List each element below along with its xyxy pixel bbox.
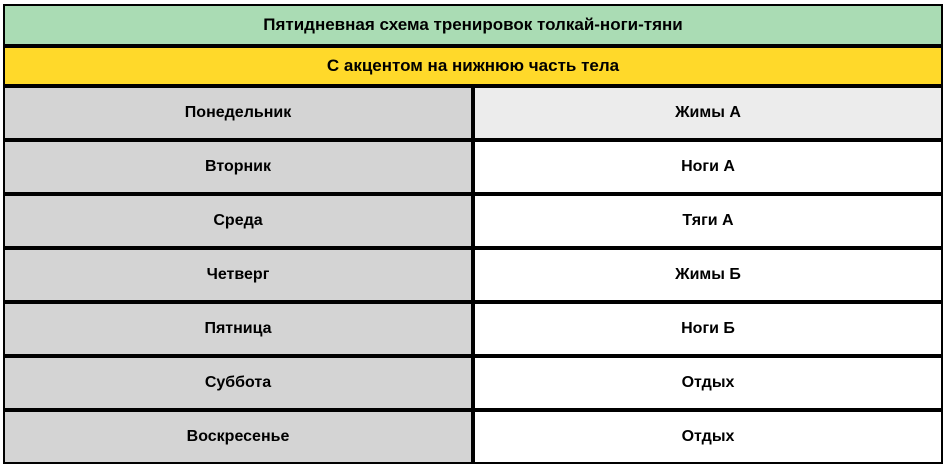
table-body — [3, 4, 943, 464]
day-label: Среда — [3, 194, 473, 248]
table-row — [3, 356, 943, 410]
workout-label: Отдых — [473, 410, 943, 464]
day-label: Понедельник — [3, 86, 473, 140]
workout-schedule-table — [3, 4, 943, 464]
table-row — [3, 140, 943, 194]
table-row — [3, 86, 943, 140]
day-label: Пятница — [3, 302, 473, 356]
table-row — [3, 302, 943, 356]
day-label: Вторник — [3, 140, 473, 194]
title-row — [3, 4, 943, 46]
table-title: Пятидневная схема тренировок толкай-ноги-тяни — [3, 4, 943, 46]
day-label: Четверг — [3, 248, 473, 302]
table-row — [3, 248, 943, 302]
workout-label: Ноги А — [473, 140, 943, 194]
subtitle-row — [3, 46, 943, 86]
day-label: Воскресенье — [3, 410, 473, 464]
table-row — [3, 410, 943, 464]
workout-label: Жимы А — [473, 86, 943, 140]
workout-label: Тяги А — [473, 194, 943, 248]
workout-label: Отдых — [473, 356, 943, 410]
workout-label: Ноги Б — [473, 302, 943, 356]
day-label: Суббота — [3, 356, 473, 410]
table-row — [3, 194, 943, 248]
workout-label: Жимы Б — [473, 248, 943, 302]
table-subtitle: С акцентом на нижнюю часть тела — [3, 46, 943, 86]
